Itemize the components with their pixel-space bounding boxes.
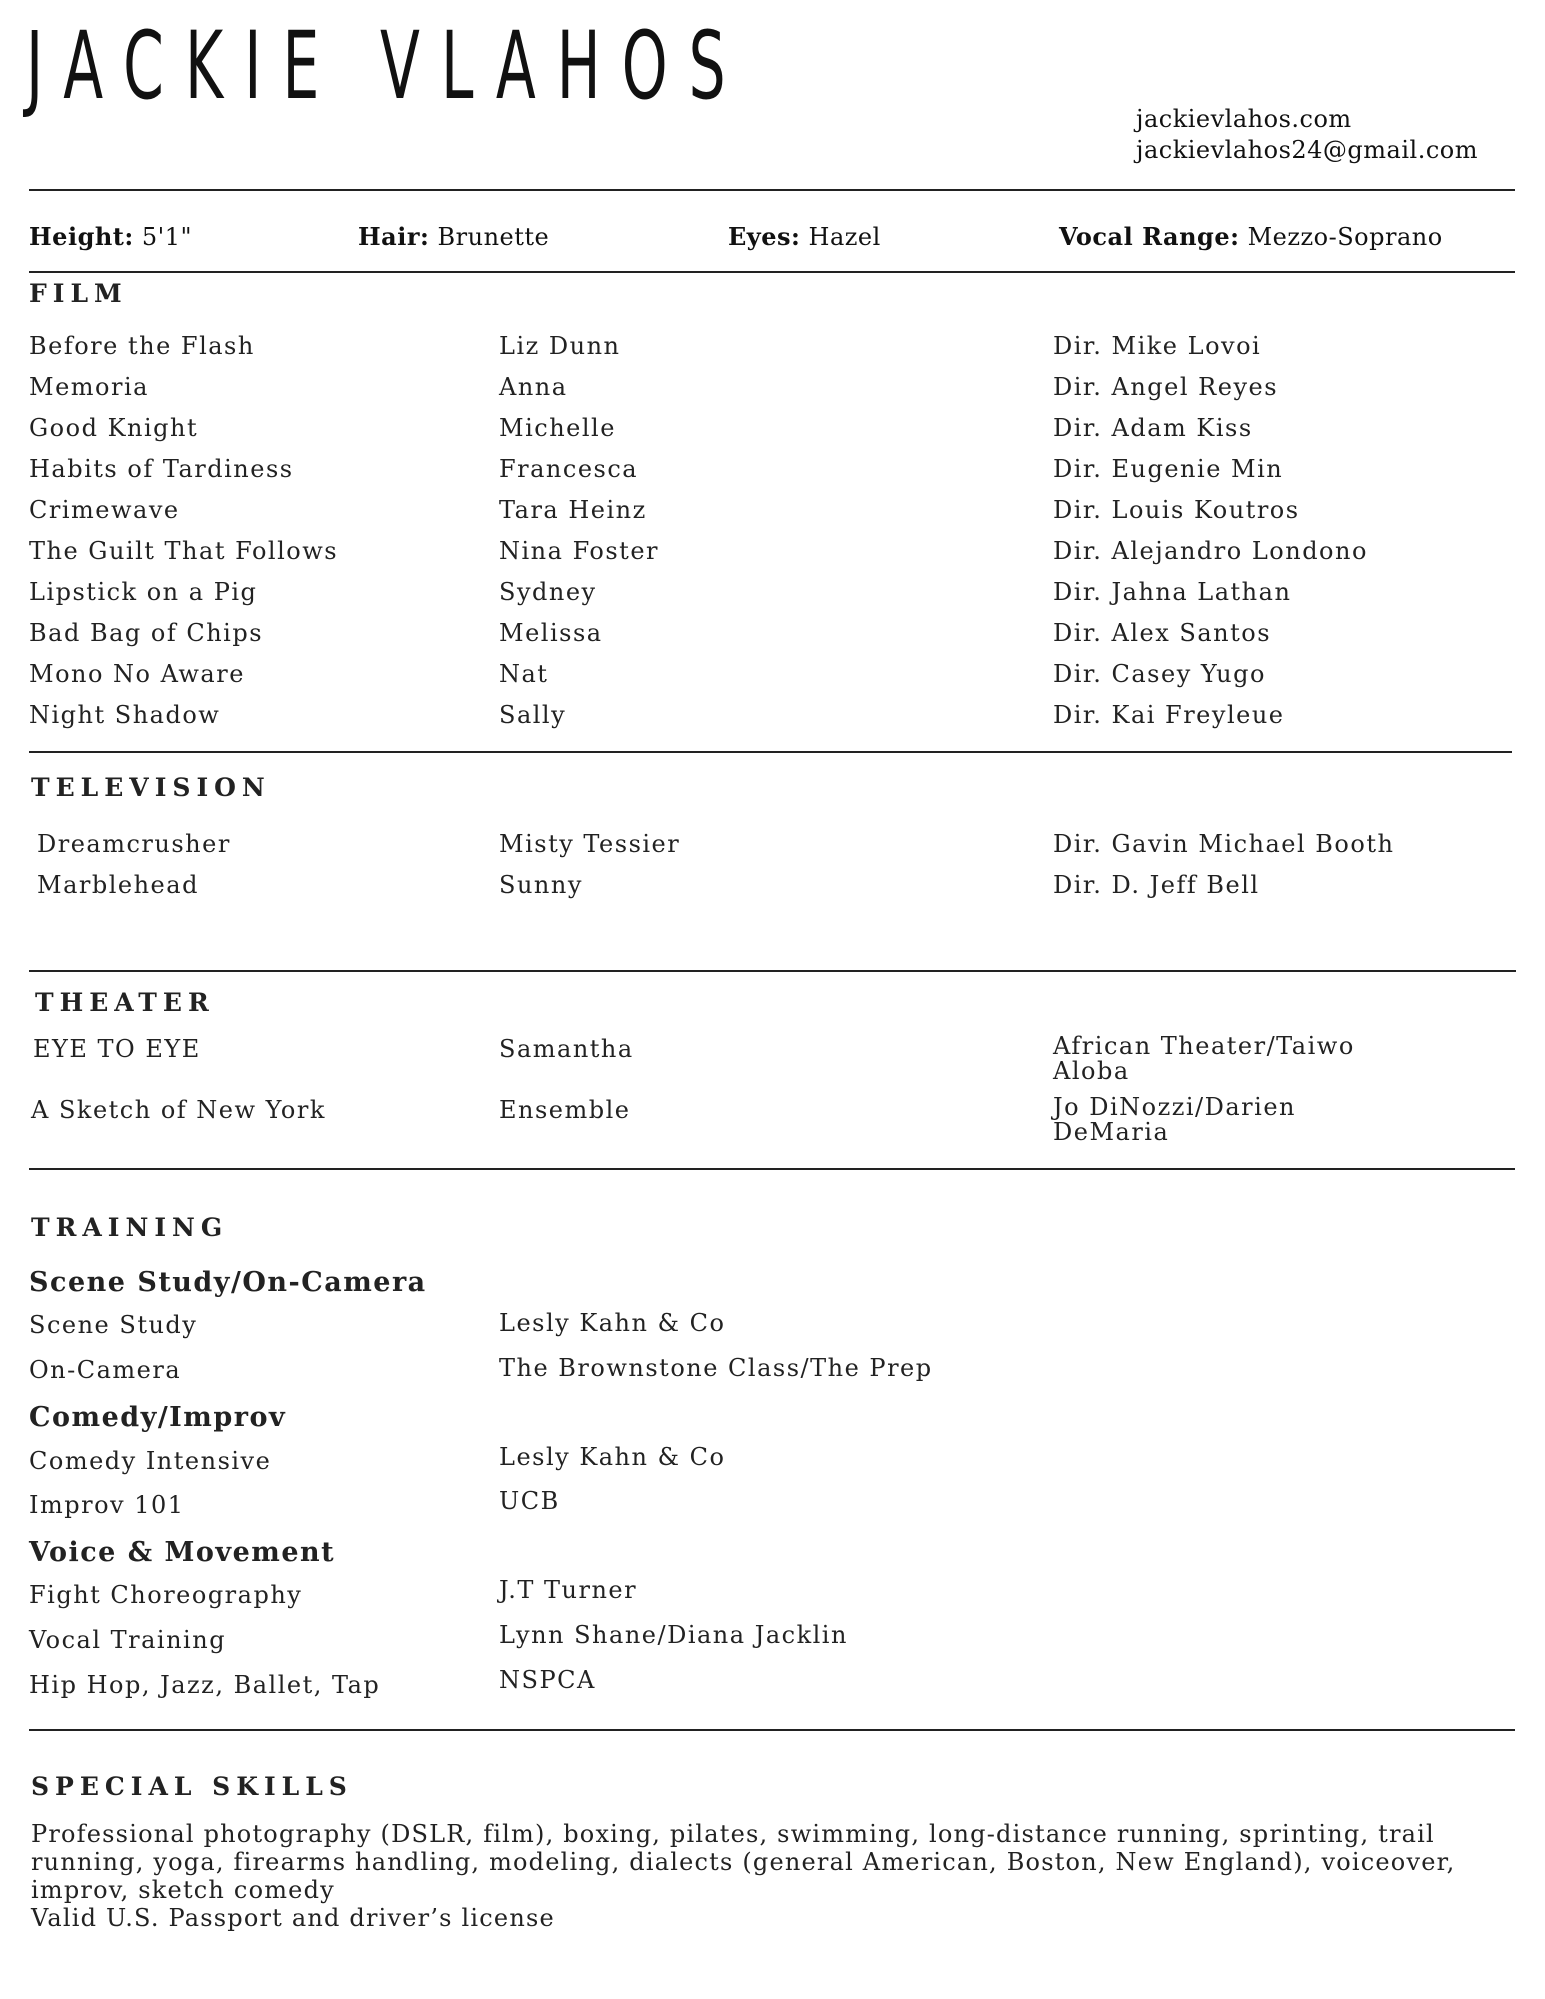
eyes-label: Eyes:	[728, 222, 801, 251]
passport-note: Valid U.S. Passport and driver’s license	[31, 1904, 555, 1932]
director: Dir. Jahna Lathan	[1053, 578, 1292, 606]
project-title: Night Shadow	[29, 701, 221, 729]
credit-row	[0, 829, 1545, 870]
director: Dir. Louis Koutros	[1053, 496, 1300, 524]
role: Anna	[499, 373, 568, 401]
project-title: Bad Bag of Chips	[29, 619, 264, 647]
vocal-label: Vocal Range:	[1059, 222, 1240, 251]
project-title: Memoria	[29, 373, 149, 401]
training-teacher: The Brownstone Class/The Prep	[499, 1354, 933, 1382]
project-title: EYE TO EYE	[33, 1035, 201, 1063]
director: Dir. Casey Yugo	[1053, 660, 1266, 688]
stat-vocal-range	[1059, 222, 1443, 251]
credit-row	[0, 1034, 1545, 1095]
website-link[interactable]: jackievlahos.com	[1136, 105, 1352, 133]
training-class: Fight Choreography	[29, 1581, 303, 1609]
credit-row	[0, 870, 1545, 911]
role: Misty Tessier	[499, 830, 681, 858]
section-title-special-skills: SPECIAL SKILLS	[31, 1772, 353, 1801]
project-title: Mono No Aware	[29, 660, 245, 688]
television-list	[0, 829, 1545, 911]
height-value: 5'1"	[141, 223, 193, 251]
project-title: Habits of Tardiness	[29, 455, 294, 483]
credit-row	[0, 372, 1545, 413]
training-teacher: UCB	[499, 1487, 560, 1515]
role: Ensemble	[499, 1096, 631, 1124]
vocal-value: Mezzo-Soprano	[1247, 223, 1443, 251]
section-title-theater: THEATER	[35, 988, 215, 1017]
divider	[29, 751, 1512, 753]
training-class: Improv 101	[29, 1491, 185, 1519]
project-title: Before the Flash	[29, 332, 255, 360]
credit-row	[0, 413, 1545, 454]
training-class: On-Camera	[29, 1356, 182, 1384]
training-group-heading: Comedy/Improv	[29, 1402, 287, 1433]
project-title: Crimewave	[29, 496, 180, 524]
stat-eyes	[728, 222, 881, 251]
contact-block	[1136, 104, 1478, 166]
special-skills-body	[31, 1820, 1511, 1932]
email-link[interactable]: jackievlahos24@gmail.com	[1136, 136, 1478, 164]
director: Dir. Alejandro Londono	[1053, 537, 1368, 565]
section-title-television: TELEVISION	[31, 773, 271, 802]
credit-row	[0, 1095, 1545, 1156]
director: Dir. Angel Reyes	[1053, 373, 1279, 401]
role: Melissa	[499, 619, 603, 647]
section-title-training: TRAINING	[31, 1213, 229, 1242]
training-class: Vocal Training	[29, 1626, 227, 1654]
credit-row	[0, 700, 1545, 741]
divider	[29, 1168, 1515, 1170]
role: Sally	[499, 701, 567, 729]
eyes-value: Hazel	[808, 223, 881, 251]
training-group-heading: Scene Study/On-Camera	[29, 1267, 427, 1298]
role: Nat	[499, 660, 549, 688]
role: Nina Foster	[499, 537, 659, 565]
role: Liz Dunn	[499, 332, 621, 360]
director: Dir. Alex Santos	[1053, 619, 1272, 647]
project-title: A Sketch of New York	[31, 1096, 326, 1124]
divider	[29, 1729, 1515, 1731]
training-class: Comedy Intensive	[29, 1447, 272, 1475]
director: Dir. Adam Kiss	[1053, 414, 1253, 442]
role: Francesca	[499, 455, 639, 483]
training-teacher: Lesly Kahn & Co	[499, 1309, 726, 1337]
actor-name: JACKIE VLAHOS	[26, 12, 747, 121]
director: Dir. D. Jeff Bell	[1053, 871, 1260, 899]
credit-row	[0, 331, 1545, 372]
training-group-heading: Voice & Movement	[29, 1537, 336, 1568]
credit-row	[0, 659, 1545, 700]
training-class: Hip Hop, Jazz, Ballet, Tap	[29, 1671, 381, 1699]
director: Jo DiNozzi/Darien DeMaria	[1053, 1093, 1296, 1146]
theater-list	[0, 1034, 1545, 1156]
credit-row	[0, 536, 1545, 577]
section-title-film: FILM	[29, 279, 128, 308]
role: Samantha	[499, 1035, 634, 1063]
role: Sunny	[499, 871, 583, 899]
role: Tara Heinz	[499, 496, 647, 524]
director: Dir. Gavin Michael Booth	[1053, 830, 1395, 858]
director: Dir. Kai Freyleue	[1053, 701, 1285, 729]
credit-row	[0, 618, 1545, 659]
role: Sydney	[499, 578, 597, 606]
hair-label: Hair:	[358, 222, 430, 251]
training-teacher: Lynn Shane/Diana Jacklin	[499, 1621, 848, 1649]
film-list	[0, 331, 1545, 741]
hair-value: Brunette	[437, 223, 550, 251]
credit-row	[0, 454, 1545, 495]
credit-row	[0, 577, 1545, 618]
project-title: Lipstick on a Pig	[29, 578, 258, 606]
divider	[29, 189, 1515, 191]
role: Michelle	[499, 414, 616, 442]
credit-row	[0, 495, 1545, 536]
project-title: The Guilt That Follows	[29, 537, 339, 565]
director: African Theater/Taiwo Aloba	[1053, 1032, 1355, 1085]
training-teacher: Lesly Kahn & Co	[499, 1443, 726, 1471]
divider	[29, 271, 1515, 273]
training-class: Scene Study	[29, 1311, 198, 1339]
project-title: Dreamcrusher	[37, 830, 231, 858]
project-title: Marblehead	[37, 871, 199, 899]
stat-hair	[358, 222, 549, 251]
project-title: Good Knight	[29, 414, 199, 442]
director: Dir. Mike Lovoi	[1053, 332, 1262, 360]
height-label: Height:	[29, 222, 134, 251]
director: Dir. Eugenie Min	[1053, 455, 1284, 483]
divider	[29, 970, 1516, 972]
stat-height	[29, 222, 192, 251]
training-teacher: J.T Turner	[499, 1576, 638, 1604]
training-teacher: NSPCA	[499, 1666, 596, 1694]
skills-list: Professional photography (DSLR, film), boxing, pilates, swimming, long-distance running, sprinting, trail running, yoga, firearms handling, modeling, dialects (general American, Boston, New England), voiceover, improv, sketch comedy	[31, 1820, 1456, 1904]
